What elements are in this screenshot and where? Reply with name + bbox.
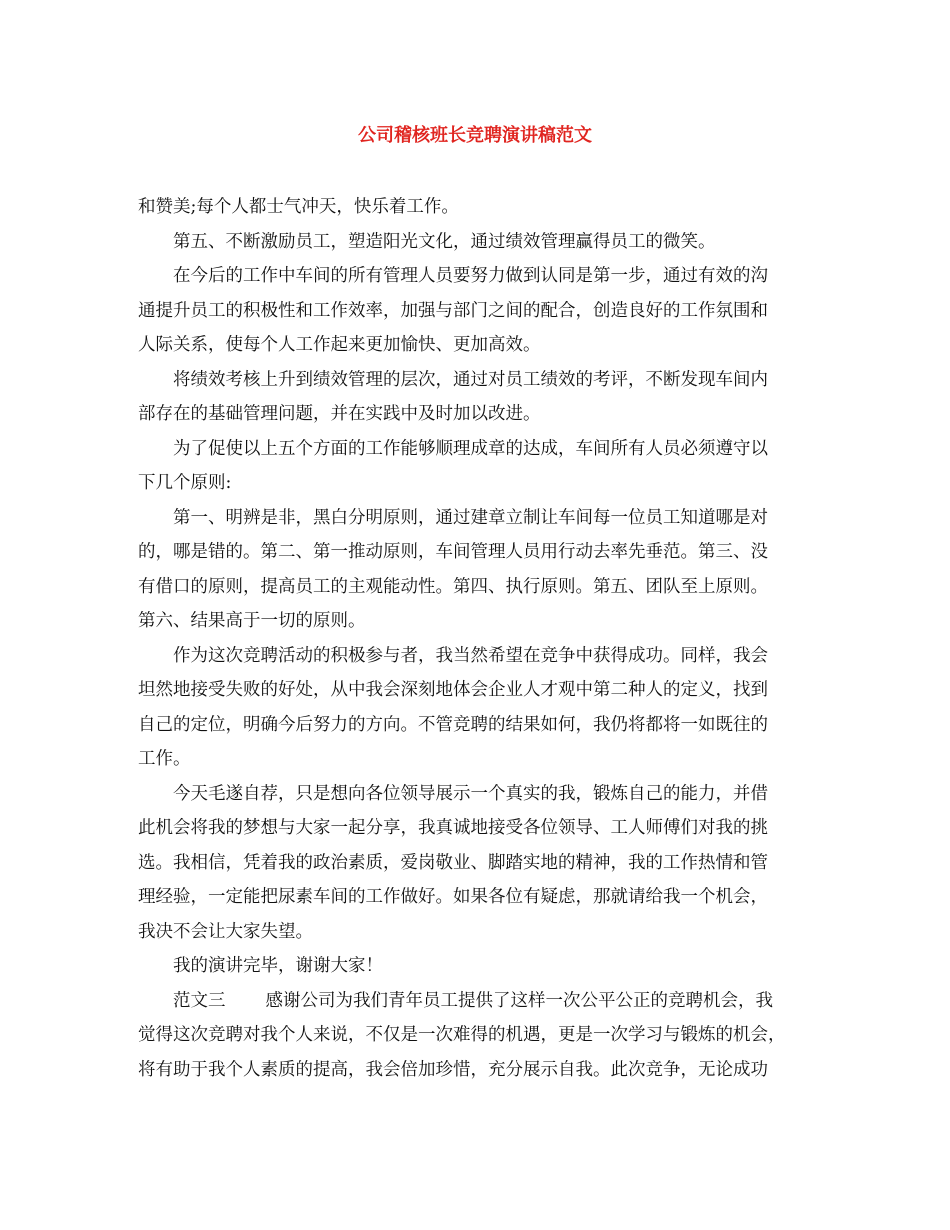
- paragraph-2: [138, 225, 814, 260]
- text-line: 和赞美;每个人都士气冲天，快乐着工作。: [138, 197, 459, 217]
- text-line: 部存在的基础管理问题，并在实践中及时加以改进。: [138, 404, 541, 424]
- text-line: 的，哪是错的。第二、第一推动原则，车间管理人员用行动去率先垂范。第三、没: [138, 542, 768, 562]
- text-line: 选。我相信，凭着我的政治素质，爱岗敬业、脚踏实地的精神，我的工作热情和管: [138, 852, 768, 873]
- text-line: 下几个原则:: [138, 473, 232, 493]
- text-line: 坦然地接受失败的好处，从中我会深刻地体会企业人才观中第二种人的定义，找到: [138, 680, 768, 700]
- paragraph-7: [138, 639, 814, 777]
- text-line: 通提升员工的积极性和工作效率，加强与部门之间的配合，创造良好的工作氛围和: [138, 300, 768, 321]
- text-line: 在今后的工作中车间的所有管理人员要努力做到认同是第一步，通过有效的沟: [173, 266, 768, 286]
- paragraph-sample-three: [138, 984, 814, 1088]
- text-line: 我的演讲完毕，谢谢大家！: [173, 956, 383, 976]
- text-line: 作为这次竞聘活动的积极参与者，我当然希望在竞争中获得成功。同样，我会: [173, 645, 768, 666]
- text-line: 第一、明辨是非，黑白分明原则，通过建章立制让车间每一位员工知道哪是对: [173, 507, 768, 528]
- paragraph-8: [138, 777, 814, 950]
- document-body: [138, 190, 814, 1087]
- document-title: 公司稽核班长竞聘演讲稿范文: [358, 125, 592, 146]
- paragraph-3: [138, 259, 814, 363]
- paragraph-1: [138, 190, 814, 225]
- paragraph-5: [138, 432, 814, 501]
- text-line: 第五、不断激励员工，塑造阳光文化，通过绩效管理赢得员工的微笑。: [173, 231, 716, 252]
- text-line: 第六、结果高于一切的原则。: [138, 611, 366, 631]
- text-line: 此机会将我的梦想与大家一起分享，我真诚地接受各位领导、工人师傅们对我的挑: [138, 818, 768, 838]
- paragraph-9: [138, 949, 814, 984]
- text-line: 将有助于我个人素质的提高，我会倍加珍惜，充分展示自我。此次竞争，无论成功: [138, 1059, 768, 1080]
- text-line: 有借口的原则，提高员工的主观能动性。第四、执行原则。第五、团队至上原则。: [138, 576, 768, 597]
- text-line: 为了促使以上五个方面的工作能够顺理成章的达成，车间所有人员必须遵守以: [173, 438, 768, 459]
- text-line: 工作。: [138, 749, 191, 769]
- text-line: 人际关系，使每个人工作起来更加愉快、更加高效。: [138, 335, 541, 355]
- text-line: [138, 984, 814, 1019]
- text-span: 感谢公司为我们青年员工提供了这样一次公平公正的竞聘机会，我: [265, 990, 773, 1011]
- paragraph-6: [138, 501, 814, 639]
- text-line: 今天毛遂自荐，只是想向各位领导展示一个真实的我，锻炼自己的能力，并借: [173, 783, 768, 804]
- text-line: 觉得这次竞聘对我个人来说，不仅是一次难得的机遇，更是一次学习与锻炼的机会，: [138, 1025, 786, 1045]
- sample-label: 范文三: [173, 990, 226, 1011]
- paragraph-4: [138, 363, 814, 432]
- text-line: 自己的定位，明确今后努力的方向。不管竞聘的结果如何，我仍将都将一如既往的: [138, 714, 768, 735]
- text-line: 理经验，一定能把尿素车间的工作做好。如果各位有疑虑，那就请给我一个机会，: [138, 887, 768, 907]
- text-line: 我决不会让大家失望。: [138, 921, 313, 942]
- text-line: 将绩效考核上升到绩效管理的层次，通过对员工绩效的考评，不断发现车间内: [173, 369, 768, 390]
